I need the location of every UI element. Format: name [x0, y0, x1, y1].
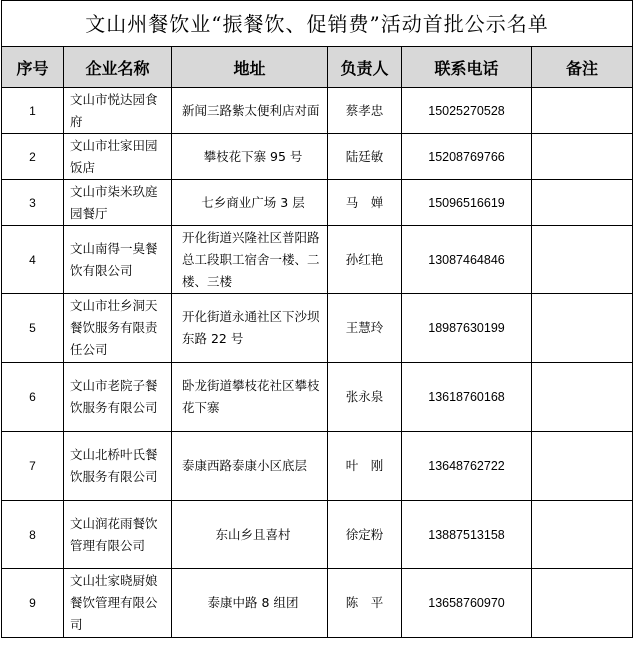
row-address: 泰康西路泰康小区底层 [172, 432, 328, 501]
row-name: 文山市老院子餐饮服务有限公司 [64, 363, 172, 432]
table-row [2, 88, 633, 134]
row-name: 文山南得一臭餐饮有限公司 [64, 226, 172, 294]
row-address: 攀枝花下寨 95 号 [172, 134, 328, 180]
row-phone: 13087464846 [402, 226, 532, 294]
row-person: 陆廷敏 [328, 134, 402, 180]
row-address: 东山乡且喜村 [172, 501, 328, 569]
row-address: 七乡商业广场 3 层 [172, 180, 328, 226]
row-note [532, 294, 633, 363]
row-person: 叶 刚 [328, 432, 402, 501]
row-address: 卧龙街道攀枝花社区攀枝花下寨 [172, 363, 328, 432]
row-person: 蔡孝忠 [328, 88, 402, 134]
row-no: 8 [2, 501, 64, 569]
row-person: 马 婵 [328, 180, 402, 226]
header-name: 企业名称 [64, 47, 172, 88]
row-name: 文山润花雨餐饮管理有限公司 [64, 501, 172, 569]
row-no: 6 [2, 363, 64, 432]
row-note [532, 88, 633, 134]
row-person: 王慧玲 [328, 294, 402, 363]
row-no: 9 [2, 569, 64, 638]
row-name: 文山壮家晓厨娘餐饮管理有限公司 [64, 569, 172, 638]
header-address: 地址 [172, 47, 328, 88]
row-note [532, 363, 633, 432]
roster-table [1, 0, 633, 638]
row-note [532, 501, 633, 569]
row-name: 文山市柒米玖庭园餐厅 [64, 180, 172, 226]
row-no: 2 [2, 134, 64, 180]
row-address: 开化街道兴隆社区普阳路总工段职工宿舍一楼、二楼、三楼 [172, 226, 328, 294]
row-note [532, 134, 633, 180]
row-phone: 13887513158 [402, 501, 532, 569]
table-row [2, 226, 633, 294]
table-row [2, 363, 633, 432]
header-no: 序号 [2, 47, 64, 88]
row-note [532, 226, 633, 294]
row-no: 7 [2, 432, 64, 501]
row-phone: 15025270528 [402, 88, 532, 134]
table-row [2, 501, 633, 569]
row-phone: 13658760970 [402, 569, 532, 638]
table-row [2, 180, 633, 226]
row-person: 陈 平 [328, 569, 402, 638]
row-phone: 15208769766 [402, 134, 532, 180]
row-no: 3 [2, 180, 64, 226]
header-note: 备注 [532, 47, 633, 88]
row-no: 1 [2, 88, 64, 134]
row-person: 张永泉 [328, 363, 402, 432]
table-row [2, 134, 633, 180]
row-note [532, 432, 633, 501]
table-row [2, 569, 633, 638]
row-address: 开化街道永通社区下沙坝东路 22 号 [172, 294, 328, 363]
header-person: 负责人 [328, 47, 402, 88]
row-person: 徐定粉 [328, 501, 402, 569]
row-person: 孙红艳 [328, 226, 402, 294]
row-no: 4 [2, 226, 64, 294]
row-note [532, 180, 633, 226]
row-note [532, 569, 633, 638]
row-name: 文山市悦达园食府 [64, 88, 172, 134]
table-row [2, 294, 633, 363]
row-name: 文山北桥叶氏餐饮服务有限公司 [64, 432, 172, 501]
header-row [2, 47, 633, 88]
row-no: 5 [2, 294, 64, 363]
header-phone: 联系电话 [402, 47, 532, 88]
row-phone: 15096516619 [402, 180, 532, 226]
row-address: 新闻三路紫太便利店对面 [172, 88, 328, 134]
row-phone: 13648762722 [402, 432, 532, 501]
row-name: 文山市壮家田园饭店 [64, 134, 172, 180]
row-name: 文山市壮乡洞天餐饮服务有限责任公司 [64, 294, 172, 363]
row-address: 泰康中路 8 组团 [172, 569, 328, 638]
table-title: 文山州餐饮业“振餐饮、促销费”活动首批公示名单 [2, 1, 633, 47]
row-phone: 13618760168 [402, 363, 532, 432]
table-row [2, 432, 633, 501]
row-phone: 18987630199 [402, 294, 532, 363]
